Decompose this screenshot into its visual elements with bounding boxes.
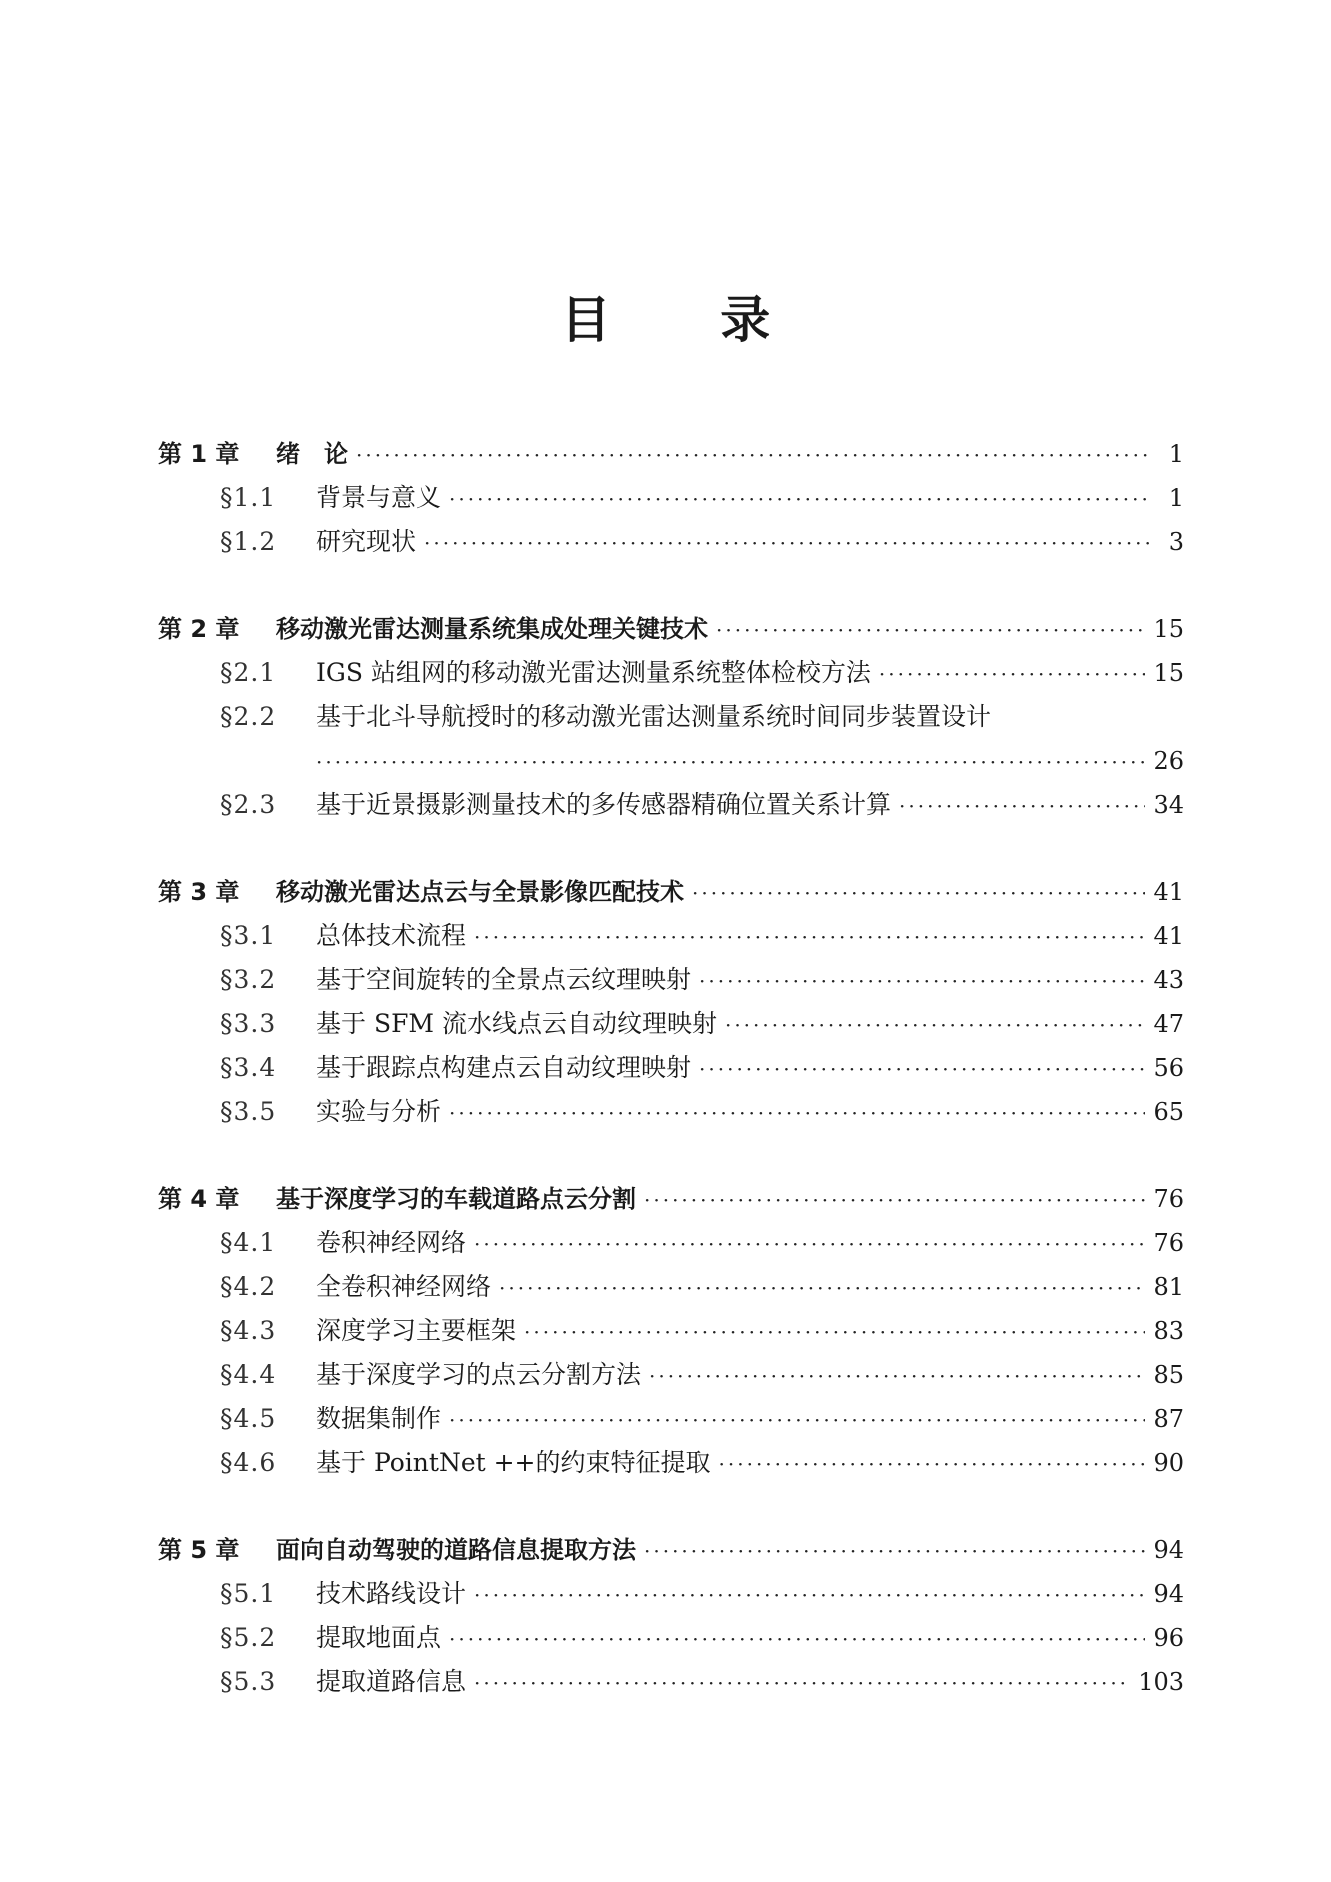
section-number: §1.1: [220, 483, 277, 512]
page-number: 96: [1153, 1624, 1184, 1652]
section-entry[interactable]: [158, 695, 1184, 739]
chapter-number: 第 4 章: [158, 1185, 240, 1213]
chapter-title: 绪 论: [276, 440, 348, 468]
chapter-3: [158, 870, 1184, 1134]
dot-leader: [356, 433, 1152, 477]
section-entry[interactable]: [158, 783, 1184, 827]
table-of-contents: [158, 432, 1184, 1747]
section-title: 基于 SFM 流水线点云自动纹理映射: [316, 1009, 717, 1038]
chapter-title: 移动激光雷达点云与全景影像匹配技术: [276, 878, 684, 906]
page-number: 34: [1153, 791, 1184, 819]
dot-leader: [644, 1178, 1145, 1222]
section-number: §2.1: [220, 658, 277, 687]
section-title: 基于深度学习的点云分割方法: [316, 1360, 642, 1389]
chapter-title: 移动激光雷达测量系统集成处理关键技术: [276, 615, 708, 643]
section-entry[interactable]: [158, 1616, 1184, 1660]
page-number: 94: [1153, 1536, 1184, 1564]
section-entry[interactable]: [158, 476, 1184, 520]
page-number: 1: [1168, 440, 1184, 468]
section-number: §3.3: [220, 1009, 277, 1038]
section-entry-continuation[interactable]: [158, 739, 1184, 783]
section-title: 研究现状: [316, 527, 417, 556]
dot-leader: [474, 915, 1145, 959]
dot-leader: [716, 608, 1145, 652]
chapter-number: 第 3 章: [158, 878, 240, 906]
chapter-entry[interactable]: [158, 607, 1184, 651]
section-number: §3.5: [220, 1097, 277, 1126]
section-title: 基于空间旋转的全景点云纹理映射: [316, 965, 692, 994]
section-entry[interactable]: [158, 1353, 1184, 1397]
chapter-number: 第 2 章: [158, 615, 240, 643]
page-number: 90: [1153, 1449, 1184, 1477]
page-number: 83: [1153, 1317, 1184, 1345]
section-number: §3.2: [220, 965, 277, 994]
section-title: 技术路线设计: [316, 1579, 467, 1608]
page-number: 15: [1153, 659, 1184, 687]
section-number: §4.6: [220, 1448, 277, 1477]
section-title: 基于 PointNet ++的约束特征提取: [316, 1448, 711, 1477]
section-entry[interactable]: [158, 914, 1184, 958]
page-number: 41: [1153, 922, 1184, 950]
dot-leader: [879, 652, 1146, 696]
page-number: 103: [1138, 1668, 1184, 1696]
section-entry[interactable]: [158, 958, 1184, 1002]
page-number: 87: [1153, 1405, 1184, 1433]
section-number: §5.3: [220, 1667, 277, 1696]
section-entry[interactable]: [158, 520, 1184, 564]
chapter-4: [158, 1177, 1184, 1485]
chapter-number: 第 5 章: [158, 1536, 240, 1564]
section-title: 实验与分析: [316, 1097, 442, 1126]
page-number: 65: [1153, 1098, 1184, 1126]
dot-leader: [449, 477, 1152, 521]
section-number: §2.3: [220, 790, 277, 819]
dot-leader: [699, 1047, 1145, 1091]
section-number: §4.3: [220, 1316, 277, 1345]
dot-leader: [316, 740, 1145, 784]
dot-leader: [424, 521, 1152, 565]
section-title: 数据集制作: [316, 1404, 442, 1433]
page-number: 94: [1153, 1580, 1184, 1608]
section-number: §4.4: [220, 1360, 277, 1389]
page-number: 41: [1153, 878, 1184, 906]
chapter-entry[interactable]: [158, 432, 1184, 476]
dot-leader: [644, 1529, 1145, 1573]
chapter-title: 基于深度学习的车载道路点云分割: [276, 1185, 636, 1213]
page-number: 76: [1153, 1185, 1184, 1213]
chapter-2: [158, 607, 1184, 827]
section-entry[interactable]: [158, 1221, 1184, 1265]
section-title: 基于跟踪点构建点云自动纹理映射: [316, 1053, 692, 1082]
section-title: 提取地面点: [316, 1623, 442, 1652]
page-number: 81: [1153, 1273, 1184, 1301]
dot-leader: [499, 1266, 1145, 1310]
section-title: 提取道路信息: [316, 1667, 467, 1696]
dot-leader: [692, 871, 1145, 915]
section-entry[interactable]: [158, 1572, 1184, 1616]
dot-leader: [474, 1222, 1145, 1266]
section-number: §5.1: [220, 1579, 277, 1608]
section-number: §3.1: [220, 921, 277, 950]
section-entry[interactable]: [158, 1397, 1184, 1441]
section-entry[interactable]: [158, 1441, 1184, 1485]
section-entry[interactable]: [158, 1309, 1184, 1353]
chapter-title: 面向自动驾驶的道路信息提取方法: [276, 1536, 636, 1564]
page-number: 56: [1153, 1054, 1184, 1082]
dot-leader: [899, 784, 1145, 828]
section-title: 深度学习主要框架: [316, 1316, 517, 1345]
section-title: 基于近景摄影测量技术的多传感器精确位置关系计算: [316, 790, 892, 819]
page-number: 47: [1153, 1010, 1184, 1038]
chapter-entry[interactable]: [158, 1528, 1184, 1572]
section-title: 总体技术流程: [316, 921, 467, 950]
section-number: §1.2: [220, 527, 277, 556]
section-entry[interactable]: [158, 1660, 1184, 1704]
section-title: 背景与意义: [316, 483, 442, 512]
page-number: 26: [1153, 747, 1184, 775]
dot-leader: [449, 1091, 1145, 1135]
section-title: 全卷积神经网络: [316, 1272, 492, 1301]
section-entry[interactable]: [158, 651, 1184, 695]
section-number: §4.5: [220, 1404, 277, 1433]
dot-leader: [449, 1617, 1145, 1661]
dot-leader: [699, 959, 1145, 1003]
dot-leader: [725, 1003, 1145, 1047]
chapter-entry[interactable]: [158, 870, 1184, 914]
chapter-entry[interactable]: [158, 1177, 1184, 1221]
section-number: §4.1: [220, 1228, 277, 1257]
page-number: 43: [1153, 966, 1184, 994]
dot-leader: [719, 1442, 1146, 1486]
page-number: 76: [1153, 1229, 1184, 1257]
section-entry[interactable]: [158, 1265, 1184, 1309]
page-number: 85: [1153, 1361, 1184, 1389]
chapter-5: [158, 1528, 1184, 1704]
dot-leader: [449, 1398, 1145, 1442]
section-entry[interactable]: [158, 1002, 1184, 1046]
page-number: 15: [1153, 615, 1184, 643]
section-title: 基于北斗导航授时的移动激光雷达测量系统时间同步装置设计: [316, 702, 992, 731]
section-number: §3.4: [220, 1053, 277, 1082]
chapter-number: 第 1 章: [158, 440, 240, 468]
page-title: 目 录: [560, 291, 817, 349]
section-title: IGS 站组网的移动激光雷达测量系统整体检校方法: [316, 658, 871, 687]
dot-leader: [474, 1661, 1130, 1705]
dot-leader: [649, 1354, 1145, 1398]
dot-leader: [524, 1310, 1145, 1354]
section-number: §4.2: [220, 1272, 277, 1301]
page-number: 3: [1168, 528, 1184, 556]
section-number: §2.2: [220, 702, 277, 731]
section-number: §5.2: [220, 1623, 277, 1652]
dot-leader: [474, 1573, 1145, 1617]
section-entry[interactable]: [158, 1090, 1184, 1134]
page-number: 1: [1168, 484, 1184, 512]
section-entry[interactable]: [158, 1046, 1184, 1090]
section-title: 卷积神经网络: [316, 1228, 467, 1257]
chapter-1: [158, 432, 1184, 564]
